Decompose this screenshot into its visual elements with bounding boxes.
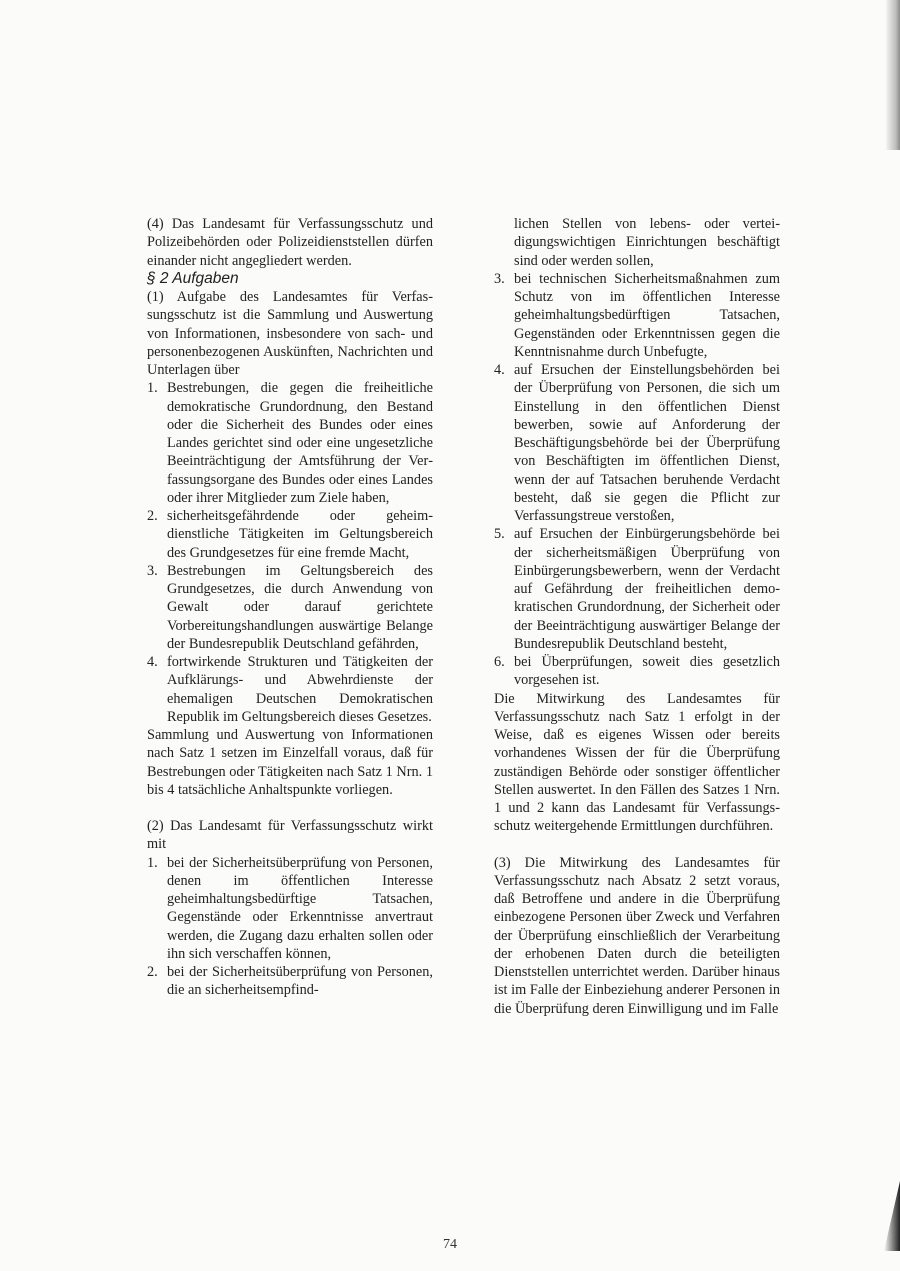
paragraph-4: (4) Das Landesamt für Verfassungsschutz und Polizeibehörden oder Polizeidienststellen dürfen einander nicht angegliedert werden.	[147, 216, 433, 269]
list-item	[494, 270, 780, 361]
list-item	[494, 525, 780, 653]
list-number: 5.	[494, 526, 505, 543]
page-number: 74	[443, 1237, 457, 1252]
list-tasks	[147, 379, 433, 726]
paragraph-2-closing: Die Mitwirkung des Landesamtes für Verfassungsschutz nach Satz 1 erfolgt in der Weise, daß es eigenes Wissen oder bereits vorhandenes Wissen der für die Überprüfung zuständigen Behörde oder sonstiger öffentlicher Stellen auswertet. In den Fällen des Satzes 1 Nrn. 1 und 2 kann das Landesamt für Verfassungsschutz weitergehende Ermittlungen durchführen.	[494, 690, 780, 835]
list-text: bei Überprüfungen, soweit dies gesetzlich vorgesehen ist.	[514, 654, 780, 689]
list-item	[147, 562, 433, 653]
list-number: 3.	[147, 562, 158, 579]
list-text: bei technischen Sicherheitsmaßnahmen zum Schutz von im öffentlichen Interesse geheimhaltungsbedürftigen Tatsachen, Gegenständen oder Erkenntnissen gegen die Kenntnisnahme durch Unbefugte,	[514, 270, 780, 360]
list-text: fortwirkende Strukturen und Tätigkeiten der Aufklärungs- und Abwehrdienste der ehemaligen Deutschen Demokratischen Republik im Geltungsbereich dieses Gesetzes.	[167, 654, 433, 725]
paragraph-gap	[147, 799, 433, 817]
list-number: 1.	[147, 854, 158, 871]
left-column	[147, 215, 433, 1000]
paragraph-1-intro: (1) Aufgabe des Landesamtes für Verfassungsschutz ist die Sammlung und Auswertung von Informationen, insbesondere von sach- und personenbezogenen Auskünften, Nachrichten und Unterlagen über	[147, 289, 433, 378]
list-text: lichen Stellen von lebens- oder verteidigungswichtigen Einrichtungen beschäftigt sind oder werden sollen,	[514, 216, 780, 269]
list-item	[147, 379, 433, 507]
list-text: Bestrebungen, die gegen die freiheitliche demokratische Grundordnung, den Bestand oder die Sicherheit des Bundes oder eines Landes gerichtet sind oder eine ungesetzliche Beeinträchtigung der Amtsführung der Verfassungsorgane des Bundes oder eines Landes oder ihrer Mitglieder zum Ziele haben,	[167, 380, 433, 506]
list-text: Bestrebungen im Geltungsbereich des Grundgesetzes, die durch Anwendung von Gewalt oder darauf gerichtete Vorbereitungshandlungen auswärtige Belange der Bundesrepublik Deutschland gefährden,	[167, 562, 433, 652]
list-text: auf Ersuchen der Einbürgerungsbehörde bei der sicherheitsmäßigen Überprüfung von Einbürgerungsbewerbern, wenn der Verdacht auf Gefährdung der freiheitlichen demokratischen Grundordnung, der Sicherheit oder der Beeinträchtigung auswärtiger Belange der Bundesrepublik Deutschland besteht,	[514, 526, 780, 652]
list-item	[494, 361, 780, 525]
list-number: 3.	[494, 270, 505, 287]
list-cooperation	[147, 854, 433, 1000]
paragraph-gap	[494, 836, 780, 854]
list-item	[494, 215, 780, 270]
scan-edge-shadow	[886, 0, 900, 150]
list-item	[147, 653, 433, 726]
list-cooperation-continued	[494, 215, 780, 690]
list-text: bei der Sicherheitsüberprüfung von Personen, denen im öffentlichen Interesse geheimhaltungsbedürftige Tatsachen, Gegenstände oder Erkenntnisse anvertraut werden, die Zugang dazu erhalten sollen oder ihn sich verschaffen können,	[167, 854, 433, 962]
list-number: 1.	[147, 380, 158, 397]
list-number: 4.	[494, 362, 505, 378]
right-column	[494, 215, 780, 1018]
list-text: auf Ersuchen der Einstellungsbehörden bei der Überprüfung von Personen, die sich um Einstellung in den öffentlichen Dienst bewerben, sowie auf Anforderung der Beschäftigungsbehörde bei der Überprüfung von Beschäftigten im öffentlichen Dienst, wenn der auf Tatsachen beruhende Verdacht besteht, daß sie gegen die Pflicht zur Verfassungstreue verstoßen,	[514, 362, 780, 524]
list-number: 2.	[147, 508, 158, 524]
list-item	[147, 963, 433, 1000]
list-number: 6.	[494, 654, 505, 670]
paragraph-2-intro: (2) Das Landesamt für Verfassungsschutz wirkt mit	[147, 818, 433, 853]
list-text: sicherheitsgefährdende oder geheimdienstliche Tätigkeiten im Geltungsbereich des Grundgesetzes für eine fremde Macht,	[167, 508, 433, 561]
list-item	[494, 653, 780, 690]
list-number: 2.	[147, 964, 158, 980]
list-item	[147, 854, 433, 964]
list-number: 4.	[147, 654, 158, 670]
list-item	[147, 507, 433, 562]
paragraph-3: (3) Die Mitwirkung des Landesamtes für Verfassungsschutz nach Absatz 2 setzt voraus, daß Betroffene und andere in die Überprüfung einbezogene Personen über Zweck und Verfahren der Überprüfung einschließlich der Verarbeitung der erhobenen Daten durch die beteiligten Dienststellen unterrichtet werden. Darüber hinaus ist im Falle der Einbeziehung anderer Personen in die Überprüfung deren Einwilligung und im Falle	[494, 854, 780, 1017]
section-heading: § 2 Aufgaben	[147, 269, 239, 287]
paragraph-1-closing: Sammlung und Auswertung von Informationen nach Satz 1 setzen im Einzelfall voraus, daß für Bestrebungen oder Tätigkeiten nach Satz 1 Nrn. 1 bis 4 tatsächliche Anhaltspunkte vorliegen.	[147, 727, 433, 798]
list-text: bei der Sicherheitsüberprüfung von Personen, die an sicherheitsempfind-	[167, 964, 433, 999]
